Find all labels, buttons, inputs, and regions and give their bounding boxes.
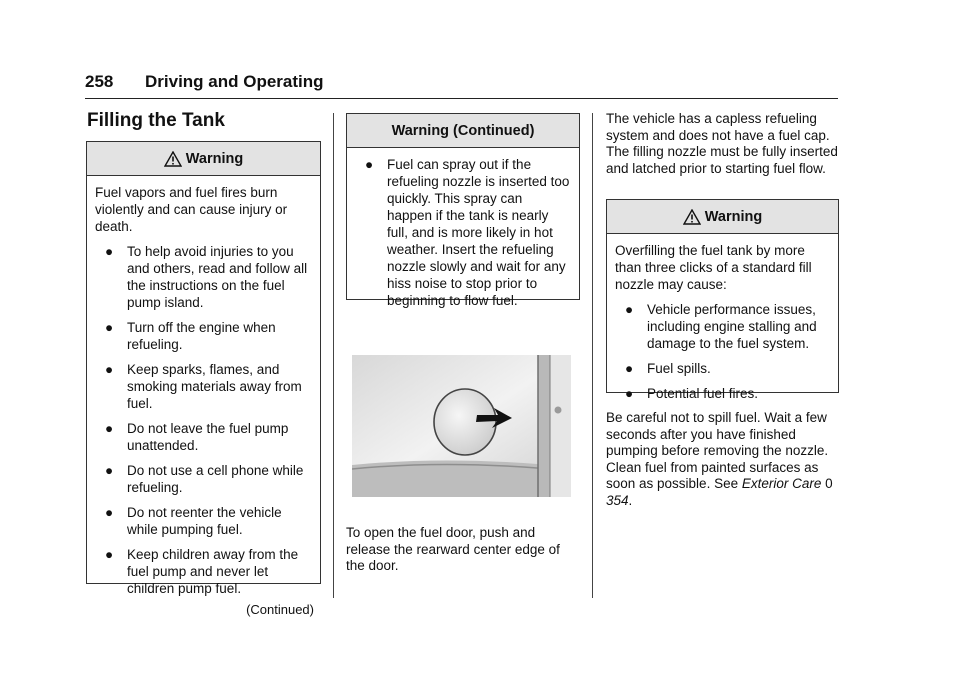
warning-box-1-list — [87, 243, 320, 597]
bullet: ● — [105, 244, 114, 259]
warning-box-2-header — [607, 200, 838, 234]
list-item: ● Turn off the engine when refueling. — [105, 320, 276, 352]
bullet: ● — [105, 463, 114, 478]
header-rule — [85, 98, 838, 99]
fuel-door-paragraph: To open the fuel door, push and release the rearward center edge of the door. — [346, 525, 560, 573]
bullet: ● — [105, 547, 114, 562]
warning-box-1-title: Warning — [185, 150, 244, 167]
bullet: ● — [365, 157, 374, 172]
page-number: 258 — [85, 72, 114, 91]
column-divider-1 — [333, 113, 334, 598]
page-heading: Filling the Tank — [87, 110, 225, 131]
warning-box-continued-header — [347, 114, 579, 148]
continued-label: (Continued) — [246, 602, 314, 617]
warning-box-2 — [606, 199, 839, 401]
bullet: ● — [105, 320, 114, 335]
list-item: ● Potential fuel fires. — [625, 386, 759, 401]
warning-box-continued-title: Warning (Continued) — [391, 122, 535, 139]
page-ref-arrow-icon: 0 — [825, 476, 833, 491]
list-item: ● Keep children away from the fuel pump and never let children pump fuel. — [105, 547, 299, 596]
careful-text: Be careful not to spill fuel. Wait a few seconds after you have finished pumping before removing the nozzle. Clean fuel from painted surfaces as soon as possible. See — [606, 410, 829, 491]
list-item: ● Do not leave the fuel pump unattended. — [105, 421, 289, 453]
warning-box-continued-list — [347, 156, 579, 309]
list-item: ● Do not use a cell phone while refueling. — [105, 463, 304, 495]
bullet: ● — [105, 362, 114, 377]
warning-box-1-intro: Fuel vapors and fuel fires burn violently and can cause injury or death. — [95, 185, 288, 234]
list-item: ● Do not reenter the vehicle while pumping fuel. — [105, 505, 282, 537]
warning-box-2-list — [607, 301, 838, 402]
warning-box-continued — [346, 113, 580, 308]
column-divider-2 — [592, 113, 593, 598]
bullet: ● — [625, 386, 634, 401]
warning-box-2-intro: Overfilling the fuel tank by more than three clicks of a standard fill nozzle may cause: — [615, 243, 812, 292]
warning-box-1 — [86, 141, 321, 617]
list-item: ● To help avoid injuries to you and others, read and follow all the instructions on the fuel pump island. — [105, 244, 308, 310]
list-item: ● Fuel can spray out if the refueling nozzle is inserted too quickly. This spray can happen if the tank is nearly full, and is more likely in hot weather. Insert the refueling nozzle slowly and wait for any hiss noise to stop prior to beginning to flow fuel. — [365, 157, 570, 308]
exterior-care-link[interactable]: Exterior Care — [741, 476, 822, 491]
careful-end: . — [628, 492, 633, 508]
careful-paragraph — [606, 410, 838, 509]
fuel-door-illustration — [352, 355, 571, 497]
bullet: ● — [105, 421, 114, 436]
capless-paragraph: The vehicle has a capless refueling system and does not have a fuel cap. The filling nozzle must be fully inserted and latched prior to starting fuel flow. — [606, 111, 838, 176]
bullet: ● — [625, 302, 634, 317]
list-item: ● Fuel spills. — [625, 361, 711, 376]
page-ref-number: 354 — [606, 492, 629, 508]
bullet: ● — [625, 361, 634, 376]
bullet: ● — [105, 505, 114, 520]
list-item: ● Keep sparks, flames, and smoking materials away from fuel. — [105, 362, 302, 411]
list-item: ● Vehicle performance issues, including engine stalling and damage to the fuel system. — [625, 302, 817, 351]
section-title: Driving and Operating — [145, 72, 324, 91]
warning-triangle-icon — [683, 209, 701, 225]
warning-box-1-header — [87, 142, 320, 176]
warning-box-2-title: Warning — [704, 208, 763, 225]
warning-triangle-icon — [164, 151, 182, 167]
